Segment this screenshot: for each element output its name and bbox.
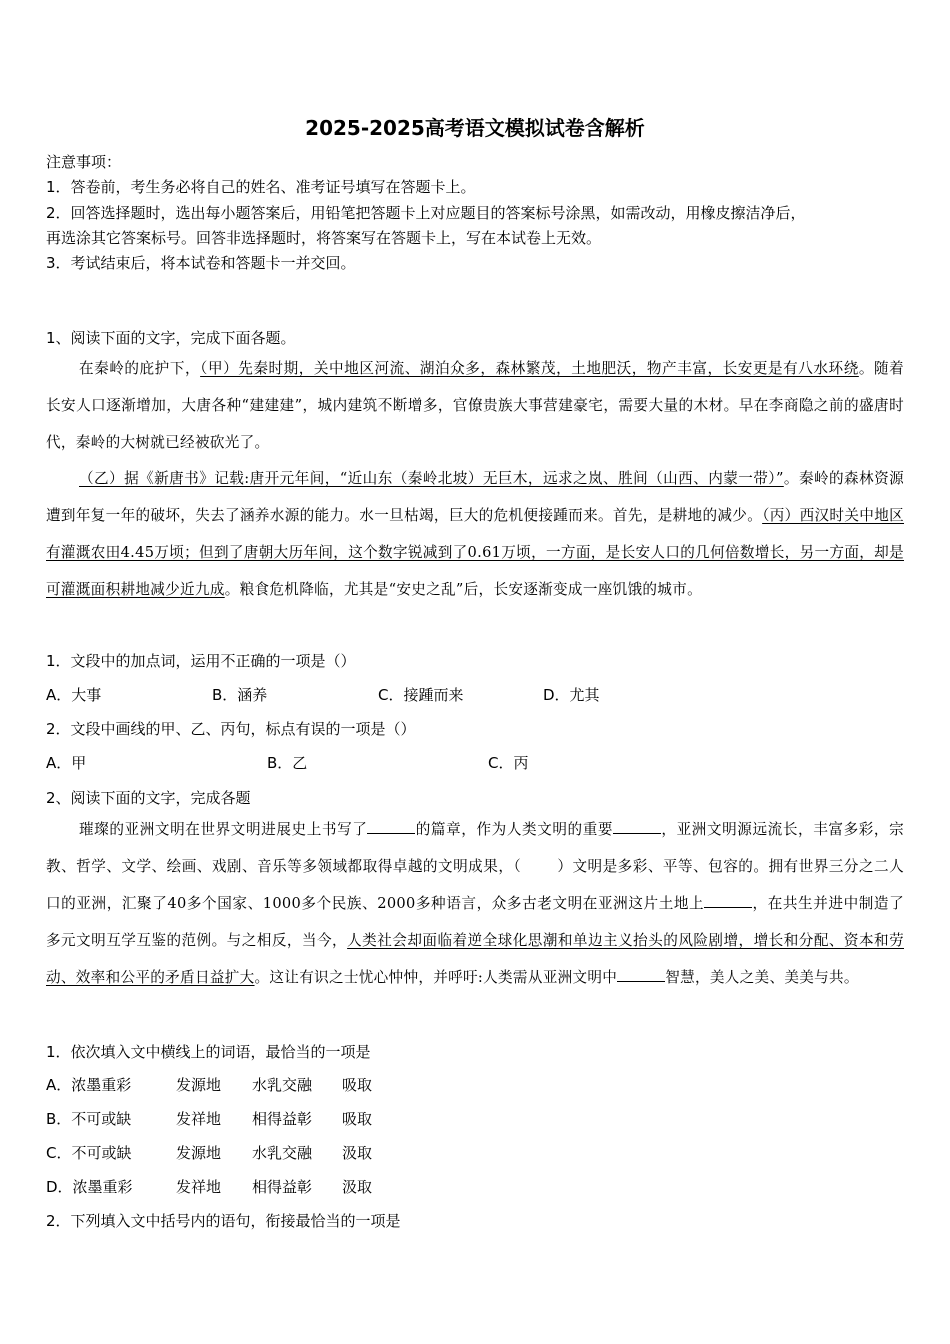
q2-1-b-word-1: B．不可或缺 xyxy=(46,1110,132,1128)
q1-2-option-b[interactable]: B．乙 xyxy=(267,754,308,772)
passage2-text-7: 智慧，美人之美、美美与共。 xyxy=(665,969,859,986)
q2-1-b-word-3: 相得益彰 xyxy=(252,1110,313,1128)
q2-1-b-word-4: 吸取 xyxy=(342,1110,373,1128)
p1-text-end: 。随着长安人口逐渐增加，大唐各种“建建建”，城内建筑不断增多，官僚贵族大事营建豪宅，需要大量的木材。早在李商隐之前的盛唐时代，秦岭的大树就已经被砍光了。 xyxy=(46,360,905,451)
question-1-1: 1．文段中的加点词，运用不正确的一项是（） xyxy=(46,652,356,670)
sentence-yi: （乙）据《新唐书》记载:唐开元年间，“近山东（秦岭北坡）无巨木，远求之岚、胜间（山西、内蒙一带）” xyxy=(79,470,784,487)
blank-2 xyxy=(613,819,661,834)
q2-1-c-word-2: 发源地 xyxy=(176,1144,222,1162)
q1-1-option-b[interactable]: B．涵养 xyxy=(212,686,268,704)
section-2-heading: 2、阅读下面的文字，完成各题 xyxy=(46,789,251,807)
sentence-jia: （甲）先秦时期，关中地区河流、湖泊众多，森林繁茂，土地肥沃，物产丰富，长安更是有八水环绕 xyxy=(200,360,859,377)
notice-heading: 注意事项： xyxy=(46,153,122,171)
q2-1-option-b[interactable] xyxy=(46,1109,372,1129)
q2-1-c-word-1: C．不可或缺 xyxy=(46,1144,132,1162)
q1-1-option-c[interactable]: C．接踵而来 xyxy=(378,686,464,704)
q2-1-d-word-3: 相得益彰 xyxy=(252,1178,313,1196)
q1-1-option-a[interactable]: A．大事 xyxy=(46,686,102,704)
q2-1-option-a[interactable] xyxy=(46,1075,372,1095)
p2-text-mid: 。秦岭的森林资源遭到年复一年的破坏，失去了涵养水源的能力。水一旦枯竭，巨大的危机便接踵而来。首先，是耕地的减少。 xyxy=(46,470,904,524)
passage2-text-5: ，在共生并进中制造了多元文明互学互鉴的范例。与之相反，当今， xyxy=(46,895,904,949)
q2-1-a-word-2: 发源地 xyxy=(176,1076,222,1094)
question-1-2: 2．文段中画线的甲、乙、丙句，标点有误的一项是（） xyxy=(46,720,416,738)
q2-1-a-word-1: A．浓墨重彩 xyxy=(46,1076,132,1094)
passage2-text-1: 璀璨的亚洲文明在世界文明进展史上书写了 xyxy=(79,821,368,838)
passage2-text-4: 文明是多彩、平等、包容的。拥有世界三分之二人口的亚洲，汇聚了40多个国家、1000多个民族、2000多种语言，众多古老文明在亚洲这片土地上 xyxy=(46,858,904,912)
q2-1-b-word-2: 发祥地 xyxy=(176,1110,222,1128)
q2-1-d-word-2: 发祥地 xyxy=(176,1178,222,1196)
passage2-text-6: 。这让有识之士忧心忡忡，并呼吁:人类需从亚洲文明中 xyxy=(254,969,618,986)
q2-1-a-word-3: 水乳交融 xyxy=(252,1076,313,1094)
passage2-text-2: 的篇章，作为人类文明的重要 xyxy=(415,821,614,838)
page-title: 2025-2025高考语文模拟试卷含解析 xyxy=(305,116,645,140)
notice-item-3: 3．考试结束后，将本试卷和答题卡一并交回。 xyxy=(46,254,356,272)
section-2-passage xyxy=(46,811,904,996)
q2-1-a-word-4: 吸取 xyxy=(342,1076,373,1094)
q2-1-option-c[interactable] xyxy=(46,1143,372,1163)
paren-open: （ xyxy=(513,858,522,875)
paren-close: ） xyxy=(557,858,573,875)
q2-1-d-word-4: 汲取 xyxy=(342,1178,373,1196)
notice-item-1: 1．答卷前，考生务必将自己的姓名、准考证号填写在答题卡上。 xyxy=(46,178,476,196)
section-1-passage-p1 xyxy=(46,350,904,461)
section-1-passage-p2 xyxy=(46,460,904,608)
passage2-text-3: ，亚洲文明源远流长，丰富多彩，宗教、哲学、文学、绘画、戏剧、音乐等多领域都取得卓越的文明成果， xyxy=(46,821,905,875)
blank-3 xyxy=(704,893,752,908)
p2-text-end: 。粮食危机降临，尤其是“安史之乱”后，长安逐渐变成一座饥饿的城市。 xyxy=(224,581,702,598)
question-2-1: 1．依次填入文中横线上的词语，最恰当的一项是 xyxy=(46,1043,371,1061)
question-2-2: 2．下列填入文中括号内的语句，衔接最恰当的一项是 xyxy=(46,1212,401,1230)
sentence-bing: （丙）西汉时关中地区有灌溉农田4.45万顷；但到了唐朝大历年间，这个数字锐减到了0.61万顷，一方面，是长安人口的几何倍数增长，另一方面，却是可灌溉面积耕地减少近九成 xyxy=(46,507,905,598)
q2-1-c-word-4: 汲取 xyxy=(342,1144,373,1162)
q1-2-option-a[interactable]: A．甲 xyxy=(46,754,87,772)
section-1-heading: 1、阅读下面的文字，完成下面各题。 xyxy=(46,329,296,347)
p1-text-start: 在秦岭的庇护下， xyxy=(79,360,201,377)
blank-1 xyxy=(367,819,415,834)
q1-1-option-d[interactable]: D．尤其 xyxy=(543,686,600,704)
notice-item-2a: 2．回答选择题时，选出每小题答案后，用铅笔把答题卡上对应题目的答案标号涂黑，如需改动，用橡皮擦洁净后， xyxy=(46,204,806,222)
q2-1-c-word-3: 水乳交融 xyxy=(252,1144,313,1162)
passage2-underlined-sentence: 人类社会却面临着逆全球化思潮和单边主义抬头的风险剧增，增长和分配、资本和劳动、效率和公平的矛盾日益扩大 xyxy=(46,932,904,986)
notice-item-2b: 再选涂其它答案标号。回答非选择题时，将答案写在答题卡上，写在本试卷上无效。 xyxy=(46,229,602,247)
blank-4 xyxy=(617,967,665,982)
q2-1-option-d[interactable] xyxy=(46,1177,372,1197)
q1-2-option-c[interactable]: C．丙 xyxy=(488,754,529,772)
q2-1-d-word-1: D．浓墨重彩 xyxy=(46,1178,133,1196)
